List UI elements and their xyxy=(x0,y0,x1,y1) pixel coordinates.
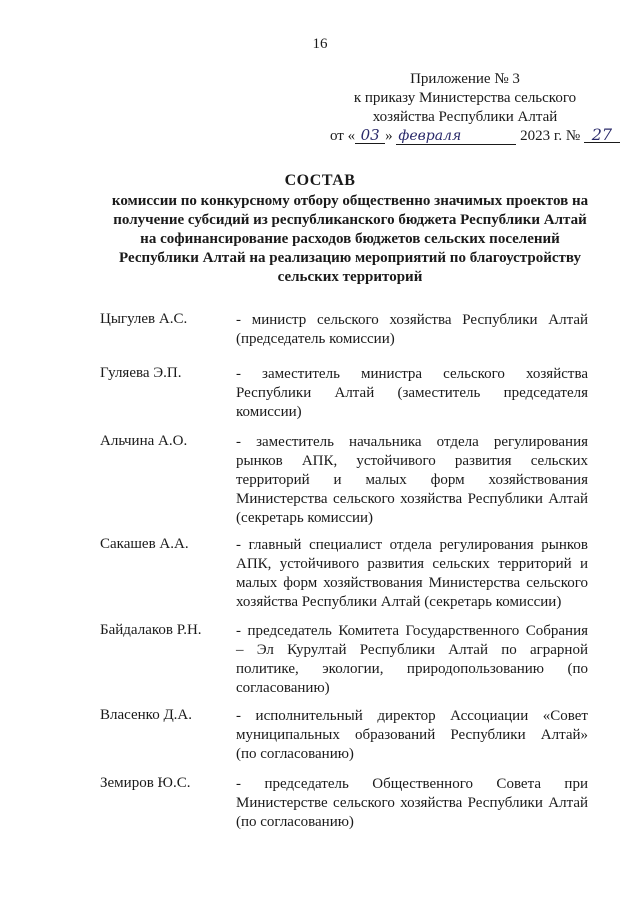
member-role-line: Министерства сельского хозяйства Республики Алтай xyxy=(236,491,588,507)
member-role xyxy=(236,433,588,528)
member-name: Власенко Д.А. xyxy=(100,707,193,723)
subtitle-line: комиссии по конкурсному отбору общественно значимых проектов на xyxy=(111,193,589,209)
handwritten-order-number: 27 xyxy=(584,127,620,143)
member-role-line: - главный специалист отдела регулирования рынков xyxy=(236,537,588,553)
page-number: 16 xyxy=(312,36,328,52)
subtitle-line: сельских территорий xyxy=(277,269,423,285)
member-name: Земиров Ю.С. xyxy=(100,775,191,791)
member-role-line: Министерстве сельского хозяйства Республики Алтай xyxy=(236,795,588,811)
appendix-order-ref: к приказу Министерства сельского xyxy=(353,90,577,106)
handwritten-month: февраля xyxy=(396,129,516,145)
member-role-line: хозяйства Республики Алтай (секретарь комиссии) xyxy=(236,594,562,610)
member-role xyxy=(236,365,588,422)
member-name: Байдалаков Р.Н. xyxy=(100,622,202,638)
member-role-line: согласованию) xyxy=(236,680,330,696)
member-name: Гуляева Э.П. xyxy=(100,365,182,381)
member-role-line: Республики Алтай (заместитель председателя xyxy=(236,385,588,401)
appendix-ministry: хозяйства Республики Алтай xyxy=(372,109,558,125)
member-role-line: политике, экологии, природопользованию (по xyxy=(236,661,588,677)
appendix-title: Приложение № 3 xyxy=(410,71,520,87)
member-role-line: муниципальных образований Республики Алтай» xyxy=(236,727,588,743)
member-name: Альчина А.О. xyxy=(100,433,188,449)
date-year: 2023 г. № xyxy=(520,128,581,144)
member-role-line: - заместитель министра сельского хозяйства xyxy=(236,366,588,382)
member-role-line: рынков АПК, устойчивого развития сельских xyxy=(236,453,588,469)
member-role-line: комиссии) xyxy=(236,404,302,420)
handwritten-day: 03 xyxy=(355,128,385,144)
member-role xyxy=(236,311,588,349)
member-role xyxy=(236,775,588,832)
appendix-date-line xyxy=(330,125,613,146)
member-role xyxy=(236,536,588,612)
member-role-line: - заместитель начальника отдела регулирования xyxy=(236,434,588,450)
member-name: Сакашев А.А. xyxy=(100,536,189,552)
subtitle-line: получение субсидий из республиканского бюджета Республики Алтай xyxy=(113,212,587,228)
appendix-header xyxy=(330,70,613,146)
member-role-line: - исполнительный директор Ассоциации «Совет xyxy=(236,708,588,724)
date-mid: » xyxy=(385,128,393,144)
document-subtitle xyxy=(100,192,600,287)
member-role-line: - министр сельского хозяйства Республики Алтай xyxy=(236,312,588,328)
subtitle-line: Республики Алтай на реализацию мероприятий по благоустройству xyxy=(119,250,581,266)
member-role-line: малых форм хозяйствования Министерства сельского xyxy=(236,575,588,591)
member-role-line: - председатель Общественного Совета при xyxy=(236,776,588,792)
date-prefix: от « xyxy=(330,128,356,144)
member-role-line: – Эл Курултай Республики Алтай по аграрной xyxy=(236,642,588,658)
member-role-line: - председатель Комитета Государственного Собрания xyxy=(236,623,588,639)
member-name: Цыгулев А.С. xyxy=(100,311,188,327)
member-role-line: (секретарь комиссии) xyxy=(236,510,374,526)
document-title: СОСТАВ xyxy=(284,172,356,189)
member-role xyxy=(236,622,588,698)
member-role-line: (по согласованию) xyxy=(236,746,354,762)
member-role-line: (председатель комиссии) xyxy=(236,331,395,347)
member-role-line: территорий и малых форм хозяйствования xyxy=(236,472,588,488)
member-role xyxy=(236,707,588,764)
subtitle-line: на софинансирование расходов бюджетов сельских поселений xyxy=(140,231,560,247)
member-role-line: АПК, устойчивого развития сельских территорий и xyxy=(236,556,588,572)
member-role-line: (по согласованию) xyxy=(236,814,354,830)
